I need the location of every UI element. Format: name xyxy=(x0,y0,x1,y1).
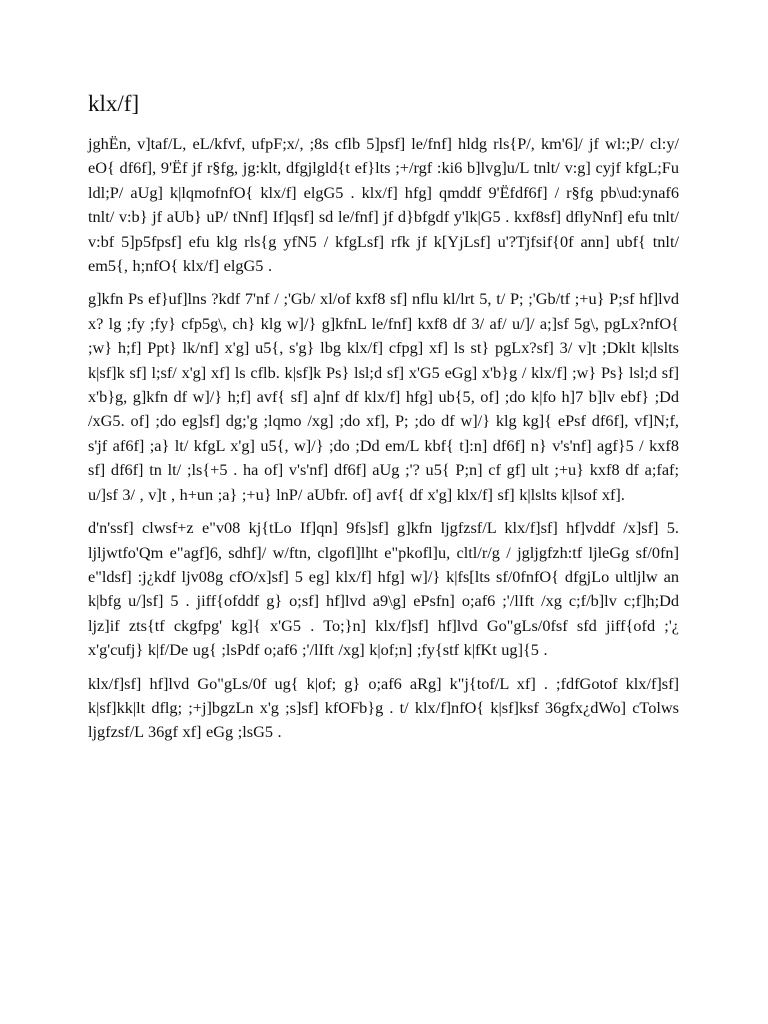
document-title: klx/f] xyxy=(88,91,140,116)
paragraph-1: jghËn, v]taf/L, eL/kfvf, ufpF;x/, ;8s cflb 5]psf] le/fnf] hldg rls{P/, km'6]/ jf wl:;P/ cl:y/ eO{ df6f], 9'Ëf jf r§fg, jg:klt, dfgjlgld{t ef}lts ;+/rgf :ki6 b]lvg]u/L tnlt/ v:g] cyjf kfgL;Fu ldl;P/ aUg] k|lqmofnfO{ klx/f] elgG5 . klx/f] hfg] qmddf 9'Ëfdf6f] / r§fg pb\ud:ynaf6 tnlt/ v:b} jf aUb} uP/ tNnf] If]qsf] sd le/fnf] jf d}bfgdf y'lk|G5 . kxf8sf] dflyNnf] efu tnlt/ v:bf 5]p5fpsf] efu klg rls{g yfN5 / kfgLsf] rfk jf k[YjLsf] u'?Tjfsif{0f ann] ubf{ tnlt/ em5{, h;nfO{ klx/f] elgG5 . xyxy=(88,134,679,276)
paragraph-4: klx/f]sf] hf]lvd Go"gLs/0f ug{ k|of; g} o;af6 aRg] k"j{tof/L xf] . ;fdfGotof klx/f]sf] k|sf]kk|lt dflg; ;+j]bgzLn x'g ;s]sf] kfOFb}g . t/ klx/f]nfO{ k|sf]ksf 36gfx¿dWo] cTolws ljgfzsf/L 36gf xf] eGg ;lsG5 . xyxy=(88,673,679,742)
paragraph-3: d'n'ssf] clwsf+z e"v08 kj{tLo If]qn] 9fs]sf] g]kfn ljgfzsf/L klx/f]sf] hf]vddf /x]sf] 5. ljljwtfo'Qm e"agf]6, sdhf]/ w/ftn, clgofl]lht e"pkofl]u, cltl/r/g / jgljgfzh:tf ljleGg sf/0fn] e"ldsf] :j¿kdf ljv08g cfO/x]sf] 5 eg] klx/f] hfg] w]/} k|fs[lts sf/0fnfO{ dfgjLo ultljlw an k|bfg u/]sf] 5 . jiff{ofddf g} o;sf] hf]lvd a9\g] ePsfn] o;af6 ;'/lIft /xg c;f/b]lv c;f]h;Dd ljz]if zts{tf ckgfpg' kg]{ x'G5 . To;}n] klx/f]sf] hf]lvd Go"gLs/0fsf sfd jiff{ofd ;'¿ x'g'cufj} k|f/De ug{ ;lsPdf o;af6 ;'/lIft /xg] k|of;n] ;fy{stf k|fKt ug]{5 . xyxy=(88,518,679,660)
paragraph-2: g]kfn Ps ef}uf]lns ?kdf 7'nf / ;'Gb/ xl/of kxf8 sf] nflu kl/lrt 5, t/ P; ;'Gb/tf ;+u} P;sf hf]lvd x? lg ;fy ;fy} cfp5g\, ch} klg w]/} g]kfnL le/fnf] kxf8 df 3/ af/ u/]/ a;]sf 5g\, pgLx?nfO{ ;w} h;f] Ppt} lk/nf] x'g] u5{, s'g} lbg klx/f] cfpg] xf] ls st} pgLx?sf] 3/ v]t ;Dklt k|lslts k|sf]k sf] l;sf/ x'g] xf] ls cflb. k|sf]k Ps} lsl;d sf] x'G5 eGg] x'b}g / klx/f] ;w} Ps} lsl;d sf] x'b}g, g]kfn df w]/} h;f] avf{ sf] a]nf df klx/f] hfg] ub{5, of] ;do k|fo h]7 b]lv ebf} ;Dd /xG5. of] ;do eg]sf] dg;'g ;lqmo /xg] ;do xf], P; ;do df w]/} klg kg]{ ePsf df6f], vf]N;f, s'jf af6f] ;a} lt/ kfgL x'g] u5{, w]/} ;do ;Dd em/L kbf{ t]:n] df6f] n} v's'nf] agf}5 / kxf8 sf] df6f] tn lt/ ;ls{+5 . ha of] v's'nf] df6f] aUg ;'? u5{ P;n] cf gf] ult ;+u} kxf8 df a;faf; u/]sf 3/ , v]t , h+un ;a} ;+u} lnP/ aUbfr. of] avf{ df x'g] klx/f] sf] k|lslts k|lsof xf]. xyxy=(88,289,679,504)
document-page xyxy=(88,88,679,754)
